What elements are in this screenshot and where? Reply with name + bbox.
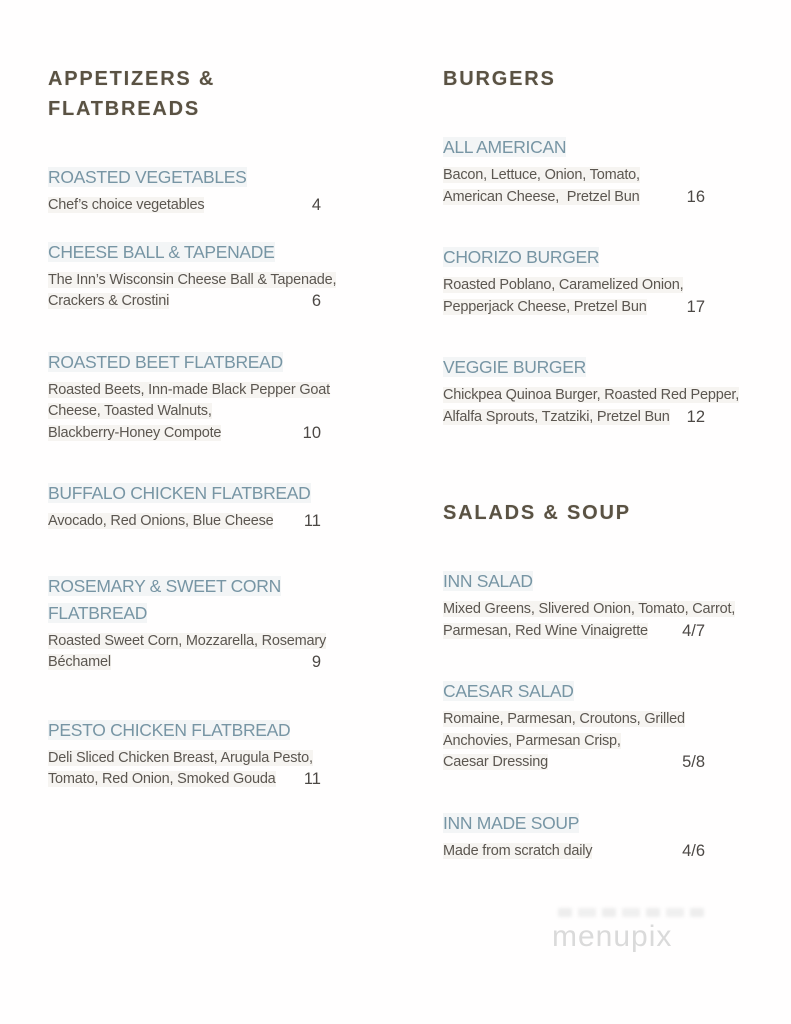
item-name (443, 678, 705, 705)
item-price: 12 (681, 407, 705, 429)
menu-item (48, 480, 321, 533)
item-name-line (443, 244, 705, 271)
menu-item (48, 349, 330, 445)
item-desc-line (443, 165, 705, 187)
menu-column-left (48, 64, 337, 827)
item-price: 10 (297, 423, 321, 445)
menu-section (443, 498, 736, 862)
item-name-text: INN MADE SOUP (443, 812, 580, 833)
menu-item (48, 573, 327, 674)
item-desc-text: Béchamel (48, 654, 111, 670)
item-name (443, 134, 705, 161)
watermark-smudge-line (558, 908, 710, 917)
item-price: 11 (298, 769, 321, 791)
menu-item (443, 568, 736, 642)
menu-item (48, 239, 337, 313)
item-price: 4/6 (676, 841, 705, 863)
item-name-text: CAESAR SALAD (443, 681, 574, 701)
item-name-line (443, 134, 705, 161)
item-name-text: ROSEMARY & SWEET CORN (48, 575, 281, 596)
item-desc-line (443, 385, 740, 407)
item-desc-line (443, 275, 705, 297)
item-name (443, 810, 705, 837)
item-price: 4/7 (676, 621, 705, 643)
item-name (443, 568, 705, 595)
item-desc-text: Roasted Sweet Corn, Mozzarella, Rosemary (48, 632, 327, 649)
item-desc-text: Avocado, Red Onions, Blue Cheese (48, 513, 274, 529)
item-name (48, 480, 321, 507)
watermark-brand-text: menupix (552, 920, 673, 953)
section-title-line: FLATBREADS (48, 98, 201, 120)
item-desc-line (443, 709, 705, 731)
item-desc-line (443, 731, 705, 753)
item-name (48, 349, 321, 376)
item-desc-text: Blackberry-Honey Compote (48, 424, 222, 441)
section-title-line: APPETIZERS & (48, 68, 216, 90)
section-title (48, 64, 321, 124)
item-name-line (48, 239, 321, 266)
item-desc-line (48, 631, 327, 653)
item-name (443, 354, 705, 381)
item-name-line (48, 600, 321, 627)
item-desc-text: American Cheese, Pretzel Bun (443, 188, 640, 205)
item-desc-text: Crackers & Crostini (48, 293, 170, 309)
item-name-line (443, 568, 705, 595)
item-name (48, 573, 321, 627)
item-name-text: VEGGIE BURGER (443, 357, 586, 377)
menu-item (48, 717, 321, 791)
menu-item (443, 354, 740, 428)
item-price: 11 (298, 511, 321, 533)
section-title-line: SALADS & SOUP (443, 502, 631, 524)
item-name-text: CHORIZO BURGER (443, 247, 600, 267)
item-name-line (443, 678, 705, 705)
item-price: 4 (306, 195, 321, 217)
item-desc-text: Cheese, Toasted Walnuts, (48, 403, 212, 419)
item-desc-text: Chickpea Quinoa Burger, Roasted Red Pepper, (443, 387, 740, 403)
item-desc-price-row (48, 511, 321, 533)
item-name-text: ROASTED VEGETABLES (48, 167, 247, 187)
item-price: 6 (306, 291, 321, 313)
section-title-line: BURGERS (443, 68, 556, 90)
item-desc-text: Pepperjack Cheese, Pretzel Bun (443, 298, 647, 315)
item-name-line (48, 349, 321, 376)
item-name-line (48, 164, 321, 191)
item-price: 5/8 (676, 752, 705, 774)
item-desc-line (443, 599, 736, 621)
item-name-line (443, 354, 705, 381)
item-desc-text: Roasted Poblano, Caramelized Onion, (443, 277, 684, 293)
item-name (48, 239, 321, 266)
item-desc-price-row (48, 291, 321, 313)
item-desc-price-row (443, 187, 705, 209)
item-desc-text: Caesar Dressing (443, 754, 548, 770)
item-name-text: ALL AMERICAN (443, 137, 567, 157)
item-name (48, 164, 321, 191)
menu-section (48, 64, 337, 791)
item-desc-line (48, 380, 330, 402)
section-title (443, 64, 705, 94)
item-desc-price-row (443, 297, 705, 319)
item-desc-price-row (48, 769, 321, 791)
item-name-line (48, 717, 321, 744)
menu-item (443, 678, 705, 774)
item-price: 16 (681, 187, 705, 209)
watermark (552, 904, 722, 964)
item-desc-text: Deli Sliced Chicken Breast, Arugula Pesto, (48, 749, 313, 766)
item-name (48, 717, 321, 744)
item-desc-price-row (443, 752, 705, 774)
item-name-text: CHEESE BALL & TAPENADE (48, 241, 275, 262)
item-name-text: FLATBREAD (48, 602, 148, 623)
item-name (443, 244, 705, 271)
menu-item (48, 164, 321, 217)
item-name-text: PESTO CHICKEN FLATBREAD (48, 719, 291, 740)
item-desc-price-row (443, 841, 705, 863)
item-desc-text: Roasted Beets, Inn-made Black Pepper Goat (48, 381, 330, 398)
item-desc-line (48, 401, 321, 423)
item-desc-text: Tomato, Red Onion, Smoked Gouda (48, 771, 276, 787)
item-desc-text: Alfalfa Sprouts, Tzatziki, Pretzel Bun (443, 408, 670, 425)
item-price: 9 (306, 652, 321, 674)
menu-item (443, 810, 705, 863)
section-title (443, 498, 705, 528)
item-name-line (443, 810, 705, 837)
item-desc-text: Anchovies, Parmesan Crisp, (443, 732, 621, 749)
item-desc-price-row (48, 652, 321, 674)
item-desc-price-row (443, 407, 705, 429)
item-desc-text: Bacon, Lettuce, Onion, Tomato, (443, 167, 640, 183)
menu-section (443, 64, 740, 428)
item-desc-text: Romaine, Parmesan, Croutons, Grilled (443, 711, 685, 727)
item-desc-text: Made from scratch daily (443, 842, 593, 859)
item-name-line (48, 480, 321, 507)
item-name-text: BUFFALO CHICKEN FLATBREAD (48, 483, 311, 503)
item-desc-line (48, 748, 321, 770)
item-desc-line (48, 270, 337, 292)
menu-item (443, 244, 705, 318)
item-desc-price-row (48, 423, 321, 445)
item-name-text: ROASTED BEET FLATBREAD (48, 351, 283, 372)
item-desc-price-row (443, 621, 705, 643)
menu-column-right (443, 64, 740, 898)
item-desc-text: Mixed Greens, Slivered Onion, Tomato, Carrot, (443, 601, 736, 617)
menu-item (443, 134, 705, 208)
item-desc-price-row (48, 195, 321, 217)
item-name-text: INN SALAD (443, 571, 533, 591)
item-price: 17 (681, 297, 705, 319)
item-name-line (48, 573, 321, 600)
item-desc-text: Chef’s choice vegetables (48, 197, 205, 213)
item-desc-text: The Inn’s Wisconsin Cheese Ball & Tapenade, (48, 271, 337, 288)
item-desc-text: Parmesan, Red Wine Vinaigrette (443, 622, 648, 639)
